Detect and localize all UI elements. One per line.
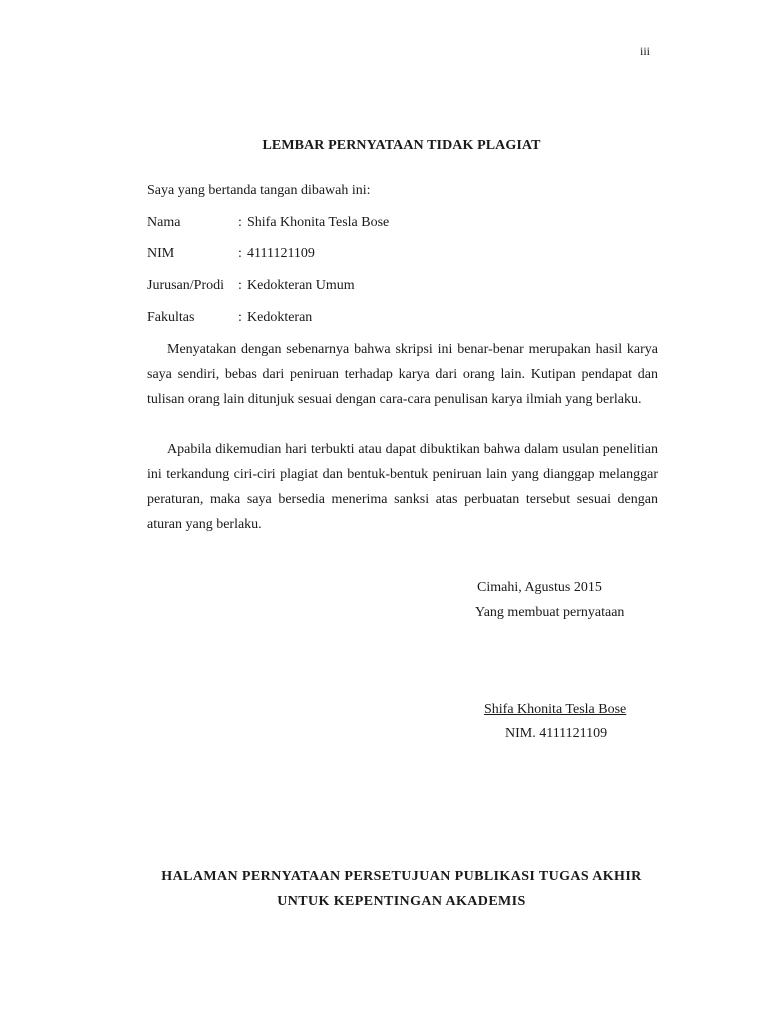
signature-place-date: Cimahi, Agustus 2015 — [477, 580, 602, 595]
field-separator: : — [238, 215, 242, 230]
field-separator: : — [238, 246, 242, 261]
signature-maker-label: Yang membuat pernyataan — [475, 605, 625, 620]
signature-nim: NIM. 4111121109 — [505, 726, 608, 741]
intro-text: Saya yang bertanda tangan dibawah ini: — [147, 183, 371, 198]
field-separator: : — [238, 278, 242, 293]
statement-paragraph-2: Apabila dikemudian hari terbukti atau dapat dibuktikan bahwa dalam usulan penelitian ini terkandung ciri-ciri plagiat dan bentuk-bentuk peniruan lain yang dianggap melanggar peraturan, maka saya bersedia menerima sanksi atas perbuatan tersebut sesuai dengan aturan yang berlaku. — [147, 442, 658, 532]
signature-name: Shifa Khonita Tesla Bose — [484, 702, 627, 717]
field-label: Nama — [147, 215, 181, 230]
field-label: NIM — [147, 246, 175, 261]
next-section-heading-line-1: HALAMAN PERNYATAAN PERSETUJUAN PUBLIKASI TUGAS AKHIR — [161, 869, 642, 884]
statement-paragraph-1: Menyatakan dengan sebenarnya bahwa skripsi ini benar-benar merupakan hasil karya saya sendiri, bebas dari peniruan terhadap karya dari orang lain. Kutipan pendapat dan tulisan orang lain ditunjuk sesuai dengan cara-cara penulisan karya ilmiah yang berlaku. — [147, 342, 658, 407]
field-value: Kedokteran — [247, 310, 313, 325]
field-label: Fakultas — [147, 310, 195, 325]
next-section-heading-line-2: UNTUK KEPENTINGAN AKADEMIS — [277, 894, 526, 909]
field-value: 4111121109 — [247, 246, 315, 261]
field-separator: : — [238, 310, 242, 325]
field-value: Shifa Khonita Tesla Bose — [247, 215, 390, 230]
document-title: LEMBAR PERNYATAAN TIDAK PLAGIAT — [262, 138, 541, 153]
field-value: Kedokteran Umum — [247, 278, 355, 293]
field-label: Jurusan/Prodi — [147, 278, 224, 293]
page-number: iii — [640, 44, 651, 58]
